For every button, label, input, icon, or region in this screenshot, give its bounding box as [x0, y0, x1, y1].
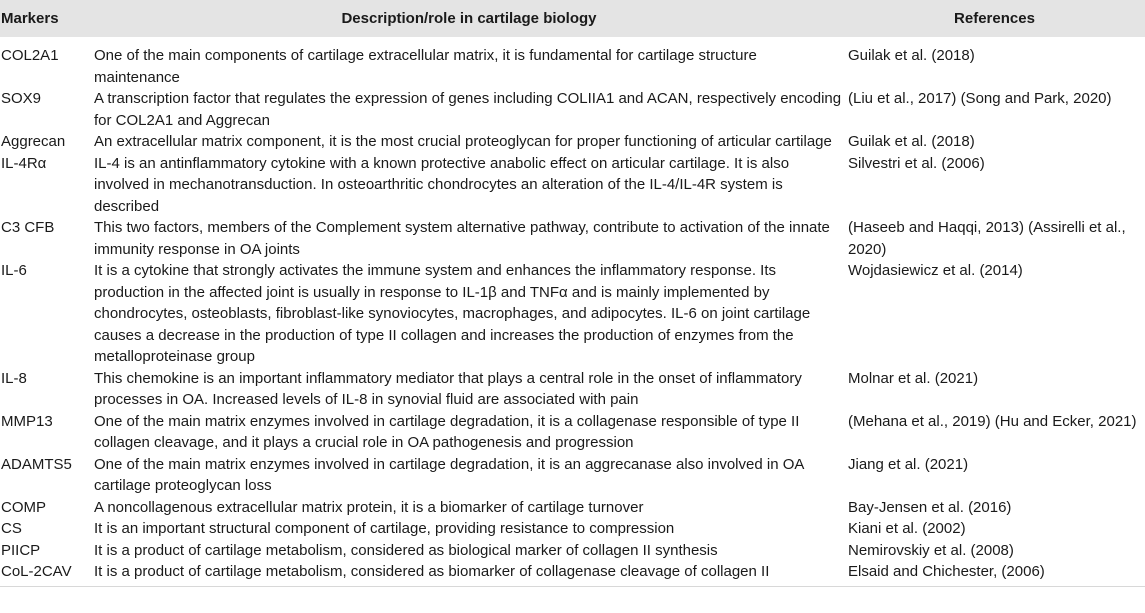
- table-row: [0, 217, 1145, 260]
- description-cell: One of the main matrix enzymes involved in cartilage degradation, it is an aggrecanase also involved in OA cartilage proteoglycan loss: [94, 455, 804, 494]
- reference-cell: (Liu et al., 2017) (Song and Park, 2020): [848, 90, 1112, 107]
- description-cell: An extracellular matrix component, it is the most crucial proteoglycan for proper functioning of articular cartilage: [94, 133, 832, 150]
- table-row: [0, 153, 1145, 218]
- marker-cell: IL-6: [1, 262, 27, 279]
- table-row: [0, 561, 1145, 586]
- marker-cell: PIICP: [1, 541, 41, 559]
- marker-cell: IL-4Rα: [1, 154, 47, 172]
- description-cell: IL-4 is an antinflammatory cytokine with a known protective anabolic effect on articular cartilage. It is also involved in mechanotransduction. In osteoarthritic chondrocytes an alteration of the IL-4/IL-4R system is described: [94, 154, 790, 215]
- reference-cell: Elsaid and Chichester, (2006): [844, 561, 1145, 586]
- table-row: [0, 497, 1145, 519]
- header-row: [0, 0, 1145, 37]
- table-row: [0, 37, 1145, 88]
- description-cell: It is a product of cartilage metabolism, considered as biological marker of collagen II synthesis: [94, 541, 718, 559]
- marker-cell: IL-8: [1, 369, 27, 387]
- table-row: [0, 368, 1145, 411]
- table-row: [0, 260, 1145, 368]
- reference-cell: Kiani et al. (2002): [848, 520, 966, 537]
- reference-cell: Guilak et al. (2018): [848, 47, 975, 64]
- reference-cell: Jiang et al. (2021): [848, 455, 969, 473]
- reference-cell: Bay-Jensen et al. (2016): [848, 498, 1012, 516]
- reference-cell: (Mehana et al., 2019) (Hu and Ecker, 2021): [848, 412, 1137, 430]
- reference-cell: Guilak et al. (2018): [848, 133, 975, 150]
- table-row: [0, 411, 1145, 454]
- description-cell: One of the main matrix enzymes involved in cartilage degradation, it is a collagenase responsible of type II collagen cleavage, and it plays a crucial role in OA pathogenesis and progression: [94, 412, 800, 451]
- reference-cell: Wojdasiewicz et al. (2014): [848, 262, 1023, 279]
- marker-cell: C3 CFB: [1, 219, 55, 236]
- table-row: [0, 88, 1145, 131]
- table-row: [0, 540, 1145, 562]
- marker-cell: MMP13: [1, 412, 53, 430]
- marker-cell: CS: [1, 520, 22, 537]
- table-row: [0, 518, 1145, 540]
- header-description: Description/role in cartilage biology: [94, 0, 844, 37]
- description-cell: It is a cytokine that strongly activates the immune system and enhances the inflammatory response. Its production in the affected joint is usually in response to IL-1β and TNFα and is mainly implemented by chondrocytes, osteoblasts, fibroblast-like synoviocytes, macrophages, and adipocytes. IL-6 on joint cartilage causes a decrease in the production of type II collagen and increases the production of enzymes from the metalloproteinase group: [94, 262, 811, 365]
- table-row: [0, 454, 1145, 497]
- description-cell: It is an important structural component of cartilage, providing resistance to compression: [94, 520, 675, 537]
- header-markers: Markers: [0, 0, 94, 37]
- description-cell: It is a product of cartilage metabolism, considered as biomarker of collagenase cleavage of collagen II: [94, 561, 844, 586]
- marker-cell: CoL-2CAV: [0, 561, 94, 586]
- reference-cell: Silvestri et al. (2006): [848, 154, 985, 172]
- description-cell: This chemokine is an important inflammatory mediator that plays a central role in the onset of inflammatory processes in OA. Increased levels of IL-8 in synovial fluid are associated with pain: [94, 369, 802, 408]
- reference-cell: Molnar et al. (2021): [848, 369, 979, 387]
- header-references: References: [844, 0, 1145, 37]
- description-cell: This two factors, members of the Complement system alternative pathway, contribute to activation of the innate immunity response in OA joints: [94, 219, 830, 258]
- table-row: [0, 131, 1145, 153]
- marker-cell: COMP: [1, 498, 46, 516]
- marker-cell: COL2A1: [1, 47, 59, 64]
- marker-cell: ADAMTS5: [1, 455, 72, 473]
- description-cell: A transcription factor that regulates the expression of genes including COLIIA1 and ACAN, respectively encoding for COL2A1 and Aggrecan: [94, 90, 842, 129]
- reference-cell: Nemirovskiy et al. (2008): [848, 541, 1014, 559]
- marker-cell: Aggrecan: [1, 133, 66, 150]
- reference-cell: (Haseeb and Haqqi, 2013) (Assirelli et al., 2020): [848, 219, 1126, 258]
- marker-cell: SOX9: [1, 90, 42, 107]
- description-cell: One of the main components of cartilage extracellular matrix, it is fundamental for cartilage structure maintenance: [94, 47, 757, 86]
- description-cell: A noncollagenous extracellular matrix protein, it is a biomarker of cartilage turnover: [94, 498, 644, 516]
